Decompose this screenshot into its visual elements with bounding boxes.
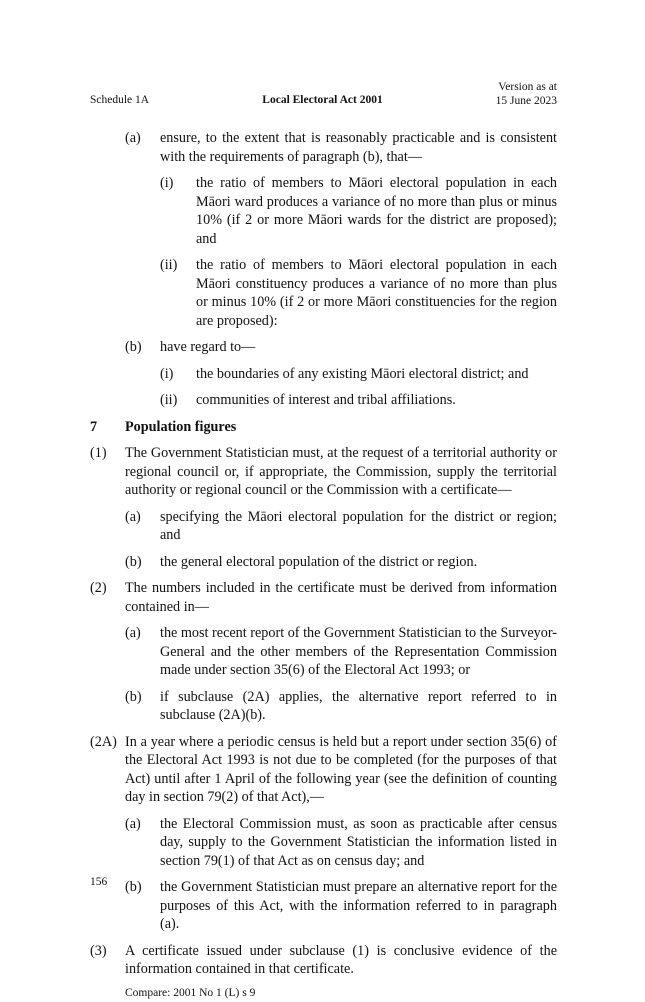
provision-text: if subclause (2A) applies, the alternative report referred to in subclause (2A)(b).	[160, 688, 557, 725]
provision-label: (a)	[125, 129, 141, 148]
provision-text: communities of interest and tribal affiliations.	[196, 391, 557, 410]
provision-label: (ii)	[160, 256, 177, 275]
provision-text: the ratio of members to Māori electoral population in each Māori ward produces a variance of no more than plus or minus 10% (if 2 or more Māori wards for the district are proposed); and	[196, 174, 557, 248]
paragraph	[0, 815, 645, 871]
provision-text: the Government Statistician must prepare an alternative report for the purposes of this Act, with the information referred to in paragraph (a).	[160, 878, 557, 934]
paragraph	[0, 508, 645, 545]
paragraph	[0, 553, 645, 572]
provision-text: A certificate issued under subclause (1) is conclusive evidence of the information contained in that certificate.	[125, 942, 557, 979]
provision-text: The Government Statistician must, at the request of a territorial authority or regional council or, if appropriate, the Commission, supply the territorial authority or regional council or the Commission with a certificate—	[125, 444, 557, 500]
provision-text: the ratio of members to Māori electoral population in each Māori constituency produces a variance of no more than plus or minus 10% (if 2 or more Māori constituencies for the region are proposed):	[196, 256, 557, 330]
subclause	[0, 733, 645, 807]
subclause	[0, 444, 645, 500]
paragraph	[0, 338, 645, 357]
provision-text: specifying the Māori electoral population for the district or region; and	[160, 508, 557, 545]
provision-label: (b)	[125, 338, 142, 357]
provision-label: (a)	[125, 624, 141, 643]
provision-text: the boundaries of any existing Māori electoral district; and	[196, 365, 557, 384]
subparagraph	[0, 365, 645, 384]
provision-label: (1)	[90, 444, 107, 463]
subparagraph	[0, 256, 645, 330]
provision-text: The numbers included in the certificate must be derived from information contained in—	[125, 579, 557, 616]
provision-text: the Electoral Commission must, as soon as practicable after census day, supply to the Government Statistician the information listed in section 79(1) of that Act as on census day; and	[160, 815, 557, 871]
compare-note: Compare: 2001 No 1 (L) s 9	[125, 984, 645, 1002]
provision-label: (i)	[160, 174, 173, 193]
page-number: 156	[90, 876, 107, 888]
paragraph	[0, 129, 645, 166]
subclause	[0, 579, 645, 616]
subparagraph	[0, 391, 645, 410]
section-number: 7	[90, 418, 97, 437]
provision-text: have regard to—	[160, 338, 557, 357]
provision-text: In a year where a periodic census is held but a report under section 35(6) of the Electoral Act 1993 is not due to be completed (for the purposes of that Act) until after 1 April of the following year (see the definition of counting day in section 79(2) of that Act),—	[125, 733, 557, 807]
provision-label: (b)	[125, 878, 142, 897]
running-header-act-title: Local Electoral Act 2001	[0, 94, 645, 106]
section-heading	[0, 418, 645, 437]
section-title: Population figures	[125, 418, 645, 437]
provision-text: ensure, to the extent that is reasonably practicable and is consistent with the requirements of paragraph (b), that—	[160, 129, 557, 166]
provision-label: (b)	[125, 553, 142, 572]
provision-label: (2)	[90, 579, 107, 598]
provision-label: (a)	[125, 508, 141, 527]
provision-label: (i)	[160, 365, 173, 384]
subparagraph	[0, 174, 645, 248]
version-label: Version as at	[496, 80, 557, 94]
running-header-schedule: Schedule 1A	[90, 94, 149, 106]
provision-text: the most recent report of the Government Statistician to the Surveyor-General and the other members of the Representation Commission made under section 35(6) of the Electoral Act 1993; or	[160, 624, 557, 680]
document-body	[0, 129, 645, 1002]
provision-label: (3)	[90, 942, 107, 961]
provision-label: (b)	[125, 688, 142, 707]
provision-label: (2A)	[90, 733, 117, 752]
provision-label: (ii)	[160, 391, 177, 410]
subclause	[0, 942, 645, 979]
version-info	[496, 80, 557, 108]
provision-label: (a)	[125, 815, 141, 834]
version-date: 15 June 2023	[496, 94, 557, 108]
paragraph	[0, 624, 645, 680]
provision-text: the general electoral population of the district or region.	[160, 553, 557, 572]
paragraph	[0, 688, 645, 725]
